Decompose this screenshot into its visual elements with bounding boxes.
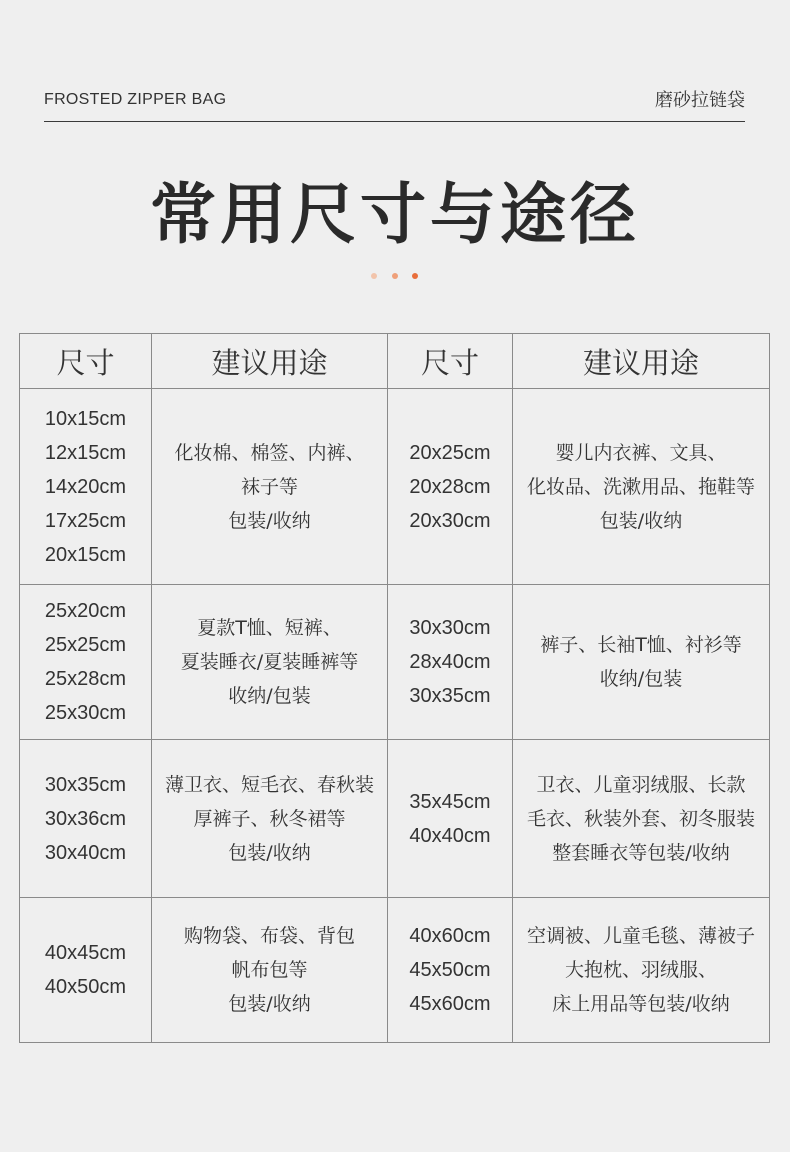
usage-text xyxy=(513,628,769,696)
use-cell xyxy=(513,898,770,1043)
size-value: 20x15cm xyxy=(44,543,127,566)
usage-line: 夏装睡衣/夏装睡裤等 xyxy=(180,651,359,673)
size-cell xyxy=(20,389,152,585)
header-english-title: FROSTED ZIPPER BAG xyxy=(44,91,227,108)
usage-line: 收纳/包装 xyxy=(228,685,311,707)
use-cell xyxy=(513,389,770,585)
use-cell xyxy=(513,740,770,898)
usage-line: 空调被、儿童毛毯、薄被子 xyxy=(526,925,755,947)
header-chinese-title: 磨砂拉链袋 xyxy=(655,90,745,111)
usage-line: 包装/收纳 xyxy=(228,993,311,1015)
usage-line: 夏款T恤、短裤、 xyxy=(197,617,342,639)
table-row xyxy=(20,389,770,585)
usage-line: 薄卫衣、短毛衣、春秋装 xyxy=(164,773,374,796)
size-value: 25x20cm xyxy=(44,600,127,622)
usage-text xyxy=(152,436,387,538)
use-cell xyxy=(152,740,388,898)
header-size-right: 尺寸 xyxy=(388,334,513,389)
size-value: 30x30cm xyxy=(409,617,491,639)
size-cell xyxy=(388,585,513,740)
size-list xyxy=(388,785,512,853)
usage-line: 厚裤子、秋冬裙等 xyxy=(193,807,346,830)
size-value: 28x40cm xyxy=(409,651,491,673)
size-value: 10x15cm xyxy=(44,407,127,430)
size-list xyxy=(20,594,151,730)
usage-line: 婴儿内衣裤、文具、 xyxy=(555,441,727,464)
table-row xyxy=(20,898,770,1043)
size-list xyxy=(20,768,151,870)
usage-text xyxy=(513,768,769,870)
size-cell xyxy=(20,898,152,1043)
header-size-left: 尺寸 xyxy=(20,334,152,389)
usage-line: 袜子等 xyxy=(240,475,298,498)
size-value: 20x25cm xyxy=(409,441,491,464)
size-list xyxy=(388,611,512,713)
usage-line: 购物袋、布袋、背包 xyxy=(183,925,355,947)
usage-line: 床上用品等包装/收纳 xyxy=(552,993,730,1015)
dot-light xyxy=(371,273,377,279)
size-value: 17x25cm xyxy=(44,509,127,532)
size-value: 35x45cm xyxy=(409,790,491,813)
usage-line: 整套睡衣等包装/收纳 xyxy=(552,841,730,864)
size-list xyxy=(388,919,512,1021)
size-value: 25x28cm xyxy=(44,668,127,690)
size-cell xyxy=(388,898,513,1043)
use-cell xyxy=(152,389,388,585)
use-cell xyxy=(152,898,388,1043)
size-value: 40x45cm xyxy=(44,942,127,964)
usage-text xyxy=(152,611,387,713)
header-use-left: 建议用途 xyxy=(152,334,388,389)
dot-dark xyxy=(412,273,418,279)
header xyxy=(44,86,745,122)
usage-line: 包装/收纳 xyxy=(228,509,311,532)
size-cell xyxy=(20,740,152,898)
usage-line: 裤子、长袖T恤、衬衫等 xyxy=(540,634,742,656)
usage-line: 包装/收纳 xyxy=(228,841,311,864)
size-value: 30x36cm xyxy=(44,807,127,830)
use-cell xyxy=(152,585,388,740)
decorative-dots xyxy=(371,273,421,279)
usage-text xyxy=(513,919,769,1021)
size-value: 30x40cm xyxy=(44,841,127,864)
size-value: 20x28cm xyxy=(409,475,491,498)
size-cell xyxy=(388,740,513,898)
size-value: 45x60cm xyxy=(409,993,491,1015)
size-list xyxy=(20,936,151,1004)
size-usage-table xyxy=(19,333,770,1043)
size-value: 30x35cm xyxy=(409,685,491,707)
usage-line: 化妆棉、棉签、内裤、 xyxy=(174,441,365,464)
usage-line: 化妆品、洗漱用品、拖鞋等 xyxy=(526,475,755,498)
usage-line: 帆布包等 xyxy=(231,959,308,981)
size-value: 40x50cm xyxy=(44,976,127,998)
size-list xyxy=(20,402,151,572)
usage-line: 毛衣、秋装外套、初冬服装 xyxy=(526,807,755,830)
size-value: 30x35cm xyxy=(44,773,127,796)
size-cell xyxy=(388,389,513,585)
size-value: 25x30cm xyxy=(44,702,127,724)
usage-text xyxy=(152,768,387,870)
header-use-right: 建议用途 xyxy=(513,334,770,389)
size-value: 40x60cm xyxy=(409,925,491,947)
size-cell xyxy=(20,585,152,740)
usage-line: 卫衣、儿童羽绒服、长款 xyxy=(536,773,746,796)
usage-line: 收纳/包装 xyxy=(599,668,683,690)
usage-text xyxy=(152,919,387,1021)
page-title: 常用尺寸与途径 xyxy=(150,176,640,253)
table-header-row xyxy=(20,334,770,389)
size-value: 20x30cm xyxy=(409,509,491,532)
size-value: 12x15cm xyxy=(44,441,127,464)
usage-line: 大抱枕、羽绒服、 xyxy=(564,959,717,981)
usage-line: 包装/收纳 xyxy=(599,509,683,532)
size-value: 14x20cm xyxy=(44,475,127,498)
dot-medium xyxy=(392,273,398,279)
usage-text xyxy=(513,436,769,538)
use-cell xyxy=(513,585,770,740)
size-value: 25x25cm xyxy=(44,634,127,656)
table-row xyxy=(20,740,770,898)
size-list xyxy=(388,436,512,538)
size-value: 45x50cm xyxy=(409,959,491,981)
table-row xyxy=(20,585,770,740)
size-value: 40x40cm xyxy=(409,824,491,847)
